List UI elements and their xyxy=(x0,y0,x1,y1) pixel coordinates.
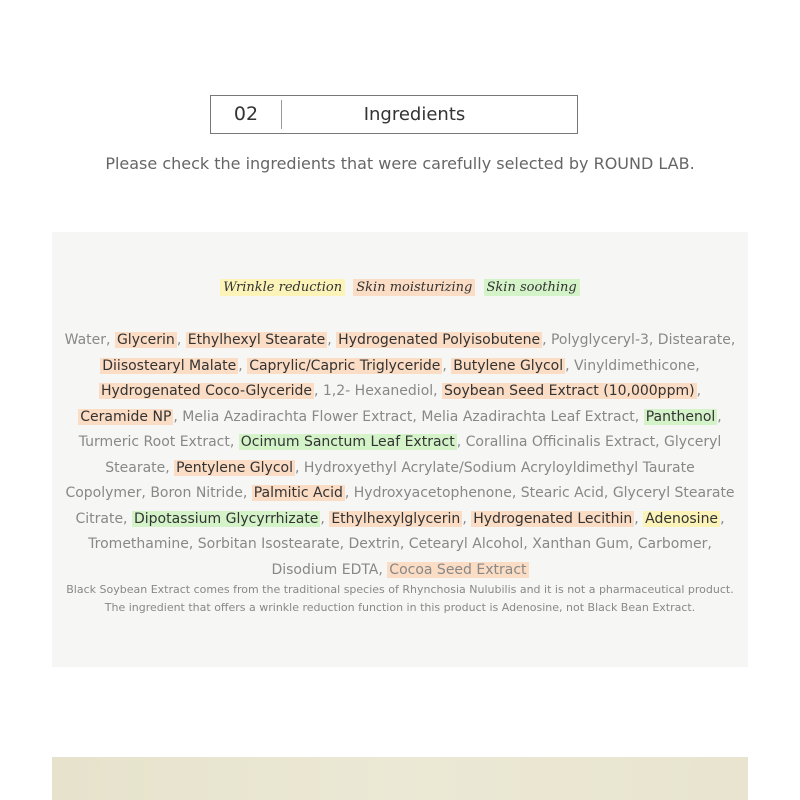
ingredient-text: , xyxy=(327,332,337,348)
ingredient-text: , xyxy=(634,510,644,527)
ingredient-text: , 1,2- Hexanediol, xyxy=(314,383,443,399)
ingredient-highlight: Ethylhexylglycerin xyxy=(331,510,461,527)
ingredient-text: , xyxy=(696,383,702,399)
ingredient-text: , xyxy=(320,510,330,527)
next-section-band xyxy=(52,757,748,800)
ingredient-text: , Hydroxyethyl Acrylate/Sodium Acryloyldimethyl Taurate Copolymer, Boron Nitride, xyxy=(65,459,695,501)
legend-skin-moisturizing: Skin moisturizing xyxy=(353,279,475,296)
ingredient-highlight: Hydrogenated Coco-Glyceride xyxy=(100,383,312,399)
ingredient-highlight: Adenosine xyxy=(645,510,719,527)
ingredient-text: , xyxy=(462,510,472,527)
note-line: Black Soybean Extract comes from the traditional species of Rhynchosia Nulubilis and it is not a pharmaceutical product. xyxy=(66,583,734,596)
ingredient-highlight: Pentylene Glycol xyxy=(176,459,293,476)
section-number: 02 xyxy=(211,100,282,129)
ingredient-text: , Melia Azadirachta Flower Extract, Melia Azadirachta Leaf Extract, xyxy=(173,408,644,425)
ingredient-text: , Polyglyceryl-3, Distearate, xyxy=(542,332,736,348)
ingredient-text: , xyxy=(176,332,186,348)
ingredient-text: , Vinyldimethicone, xyxy=(565,357,700,374)
ingredient-highlight: Palmitic Acid xyxy=(253,485,343,501)
ingredient-highlight: Hydrogenated Lecithin xyxy=(473,510,633,527)
section-header xyxy=(210,95,578,134)
page-subtitle: Please check the ingredients that were carefully selected by ROUND LAB. xyxy=(105,154,695,173)
legend-wrinkle-reduction: Wrinkle reduction xyxy=(220,279,345,296)
ingredient-text: , Hydroxyacetophenone, Stearic Acid, Glyceryl Stearate Citrate, xyxy=(75,485,735,527)
notes xyxy=(52,581,748,617)
legend xyxy=(52,280,748,295)
ingredient-highlight: Hydrogenated Polyisobutene xyxy=(338,332,541,348)
ingredient-highlight: Glycerin xyxy=(116,332,175,348)
ingredient-highlight: Soybean Seed Extract (10,000ppm) xyxy=(444,383,695,399)
ingredient-text: , Corallina Officinalis Extract, Glyceryl Stearate, xyxy=(105,434,722,476)
ingredient-highlight: Ethylhexyl Stearate xyxy=(187,332,326,348)
ingredient-highlight: Ceramide NP xyxy=(80,408,172,425)
ingredient-text: , xyxy=(442,357,452,374)
ingredient-highlight: Dipotassium Glycyrrhizate xyxy=(133,510,319,527)
ingredient-highlight: Panthenol xyxy=(645,408,716,425)
ingredient-text: , Turmeric Root Extract, xyxy=(78,408,722,450)
ingredient-text: , xyxy=(238,357,248,374)
note-line: The ingredient that offers a wrinkle reduction function in this product is Adenosine, not Black Bean Extract. xyxy=(104,601,696,614)
ingredient-highlight: Diisostearyl Malate xyxy=(102,357,237,374)
legend-skin-soothing: Skin soothing xyxy=(484,279,580,296)
ingredients-panel xyxy=(52,232,748,667)
ingredient-highlight: Butylene Glycol xyxy=(453,357,564,374)
ingredient-text: , Tromethamine, Sorbitan Isostearate, Dextrin, Cetearyl Alcohol, Xanthan Gum, Carbomer, Disodium EDTA, xyxy=(88,510,725,578)
ingredient-highlight: Caprylic/Capric Triglyceride xyxy=(249,357,441,374)
ingredient-text: Water, xyxy=(64,332,115,348)
ingredient-highlight: Cocoa Seed Extract xyxy=(389,561,527,578)
ingredient-highlight: Ocimum Sanctum Leaf Extract xyxy=(240,434,455,450)
ingredients-list xyxy=(64,328,736,583)
section-title: Ingredients xyxy=(363,104,466,125)
